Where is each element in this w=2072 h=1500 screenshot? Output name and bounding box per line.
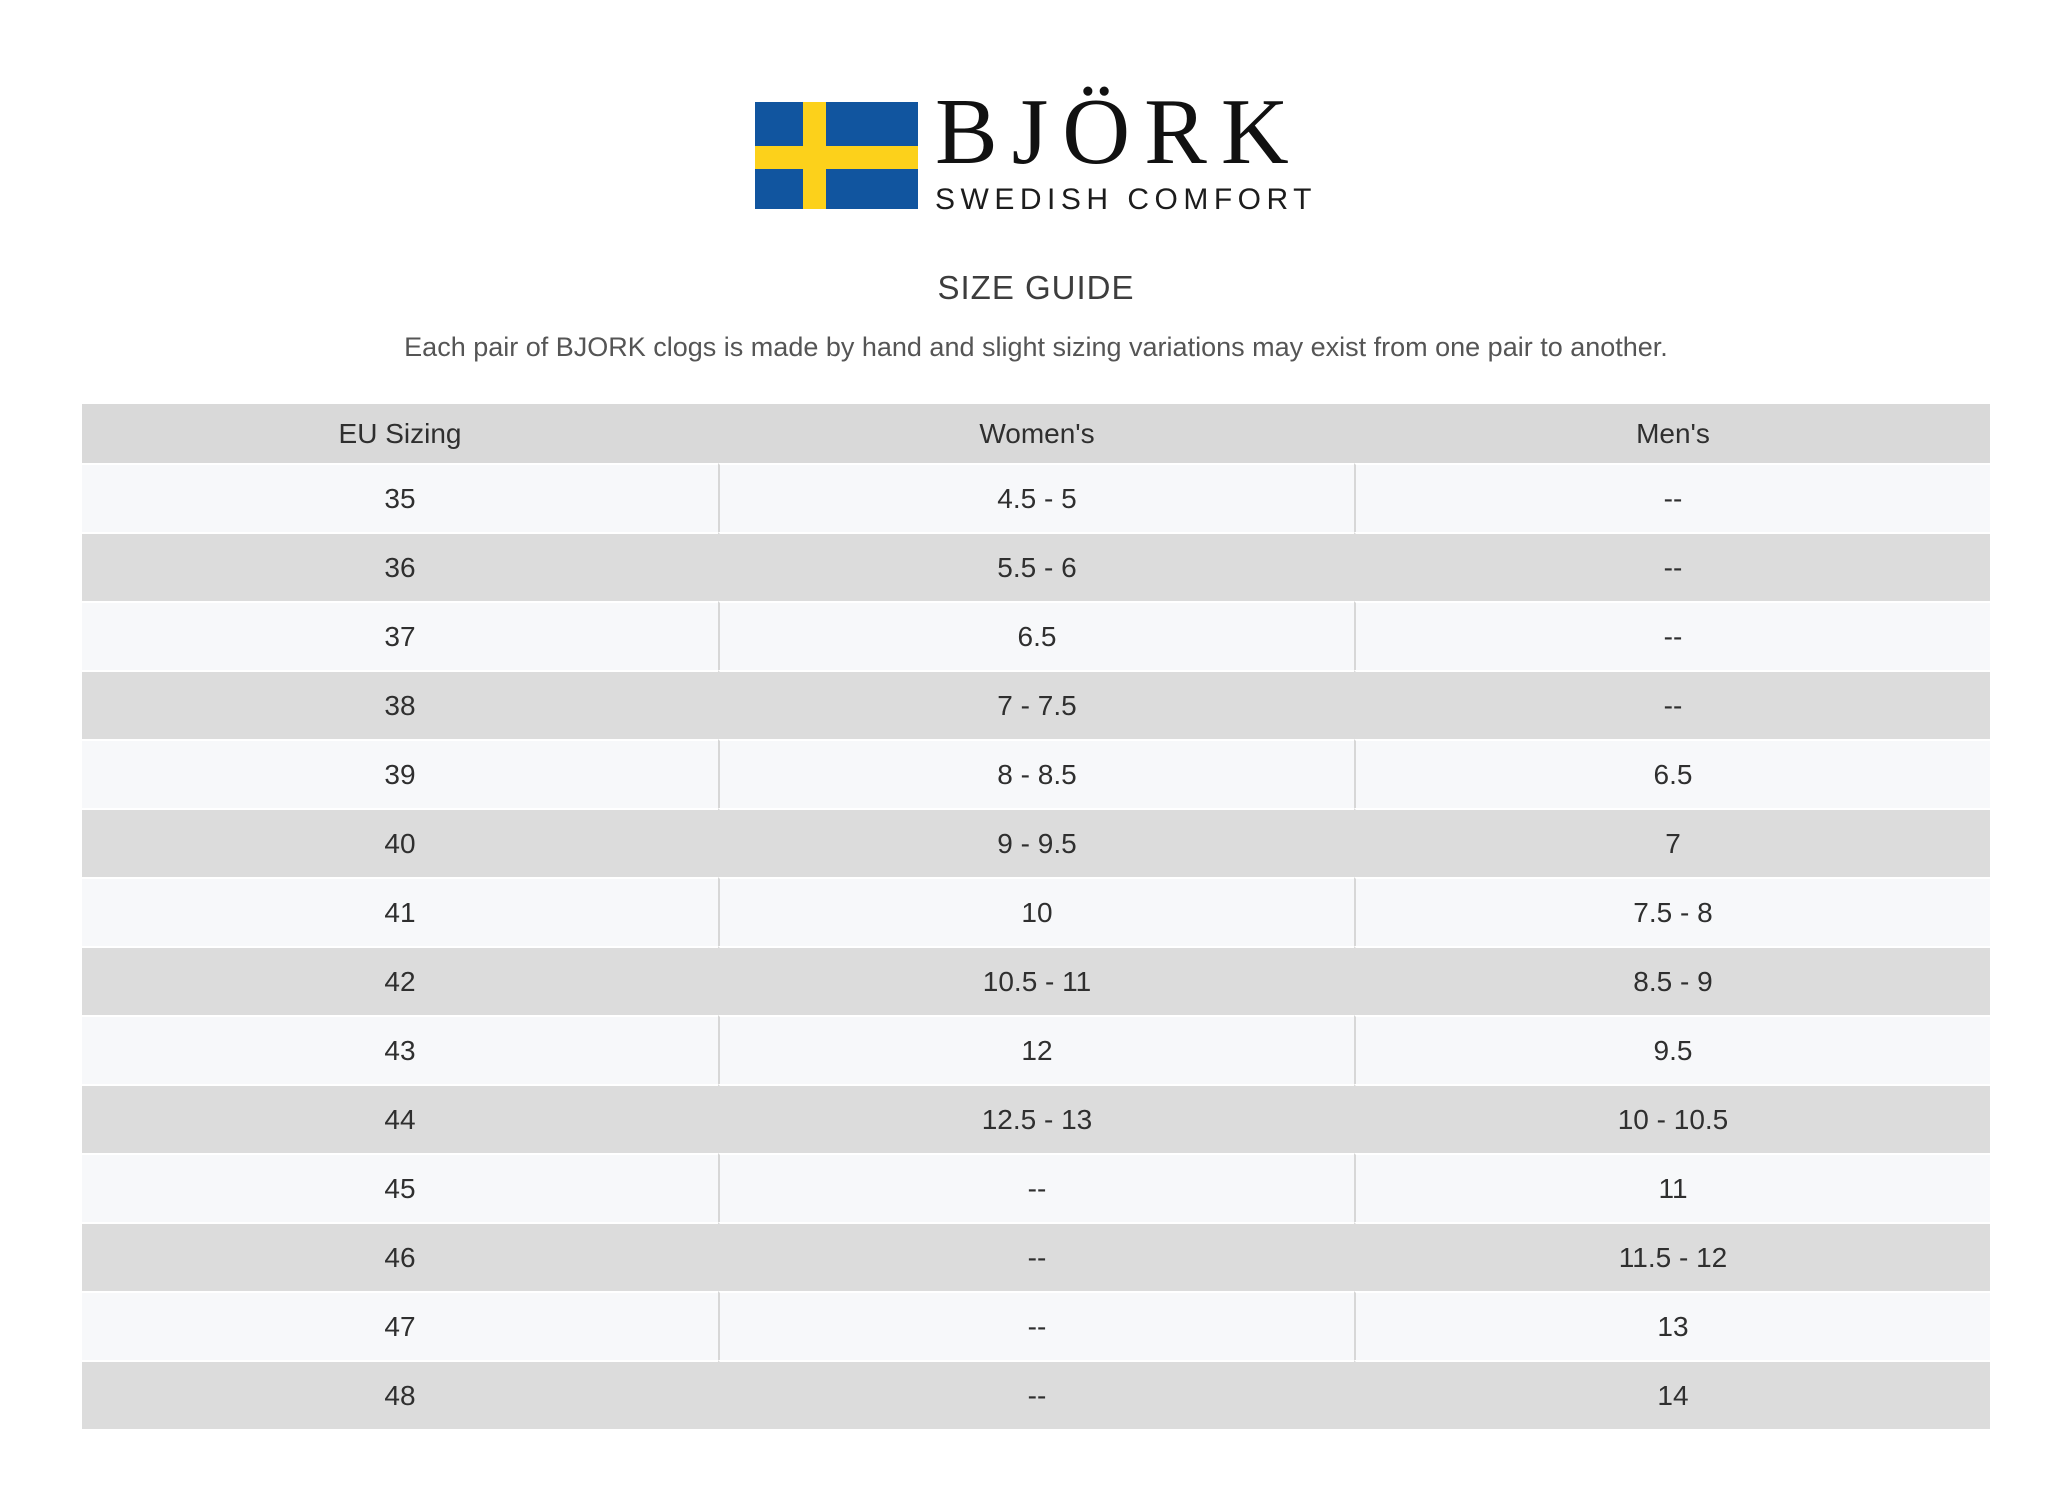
table-row (82, 739, 1990, 808)
table-row (82, 1360, 1990, 1429)
table-cell: -- (718, 1291, 1354, 1360)
table-row (82, 670, 1990, 739)
table-cell: 36 (82, 532, 718, 601)
table-cell: 46 (82, 1222, 718, 1291)
table-cell: 38 (82, 670, 718, 739)
table-row (82, 946, 1990, 1015)
table-cell: -- (1354, 670, 1990, 739)
table-cell: 37 (82, 601, 718, 670)
table-cell: 4.5 - 5 (718, 463, 1354, 532)
table-cell: 9 - 9.5 (718, 808, 1354, 877)
table-cell: 8 - 8.5 (718, 739, 1354, 808)
table-cell: -- (1354, 463, 1990, 532)
flag-cross-horizontal (755, 146, 918, 169)
size-table (82, 404, 1990, 1429)
table-cell: 39 (82, 739, 718, 808)
table-cell: 42 (82, 946, 718, 1015)
table-body (82, 463, 1990, 1429)
table-cell: 12.5 - 13 (718, 1084, 1354, 1153)
table-cell: 8.5 - 9 (1354, 946, 1990, 1015)
table-cell: 44 (82, 1084, 718, 1153)
table-cell: 7 (1354, 808, 1990, 877)
logo-text (935, 80, 1317, 217)
table-row (82, 1291, 1990, 1360)
page-title: SIZE GUIDE (937, 269, 1135, 307)
table-row (82, 463, 1990, 532)
table-cell: -- (1354, 601, 1990, 670)
swedish-flag-icon (755, 102, 918, 209)
table-cell: 40 (82, 808, 718, 877)
brand-tagline: SWEDISH COMFORT (935, 183, 1317, 217)
table-row (82, 601, 1990, 670)
table-cell: 10 (718, 877, 1354, 946)
table-cell: 43 (82, 1015, 718, 1084)
page-subtitle: Each pair of BJORK clogs is made by hand and slight sizing variations may exist from one pair to another. (404, 332, 1668, 363)
table-cell: 7 - 7.5 (718, 670, 1354, 739)
table-cell: 11 (1354, 1153, 1990, 1222)
table-cell: -- (718, 1153, 1354, 1222)
column-header: Women's (718, 404, 1354, 463)
table-cell: 6.5 (718, 601, 1354, 670)
brand-logo (0, 0, 2072, 217)
column-header: Men's (1354, 404, 1990, 463)
table-cell: 12 (718, 1015, 1354, 1084)
table-row (82, 532, 1990, 601)
table-cell: 41 (82, 877, 718, 946)
table-cell: 6.5 (1354, 739, 1990, 808)
table-cell: 10.5 - 11 (718, 946, 1354, 1015)
table-cell: 35 (82, 463, 718, 532)
table-row (82, 808, 1990, 877)
table-header-row (82, 404, 1990, 463)
brand-name: BJÖRK (935, 80, 1303, 184)
table-cell: -- (718, 1222, 1354, 1291)
table-row (82, 1015, 1990, 1084)
column-header: EU Sizing (82, 404, 718, 463)
table-cell: 10 - 10.5 (1354, 1084, 1990, 1153)
table-row (82, 877, 1990, 946)
table-cell: 13 (1354, 1291, 1990, 1360)
table-cell: 48 (82, 1360, 718, 1429)
table-cell: -- (718, 1360, 1354, 1429)
table-cell: 9.5 (1354, 1015, 1990, 1084)
table-cell: 5.5 - 6 (718, 532, 1354, 601)
table-cell: 14 (1354, 1360, 1990, 1429)
table-cell: 45 (82, 1153, 718, 1222)
table-cell: -- (1354, 532, 1990, 601)
table-row (82, 1084, 1990, 1153)
table-cell: 47 (82, 1291, 718, 1360)
table-row (82, 1222, 1990, 1291)
table-cell: 7.5 - 8 (1354, 877, 1990, 946)
table-row (82, 1153, 1990, 1222)
table-cell: 11.5 - 12 (1354, 1222, 1990, 1291)
